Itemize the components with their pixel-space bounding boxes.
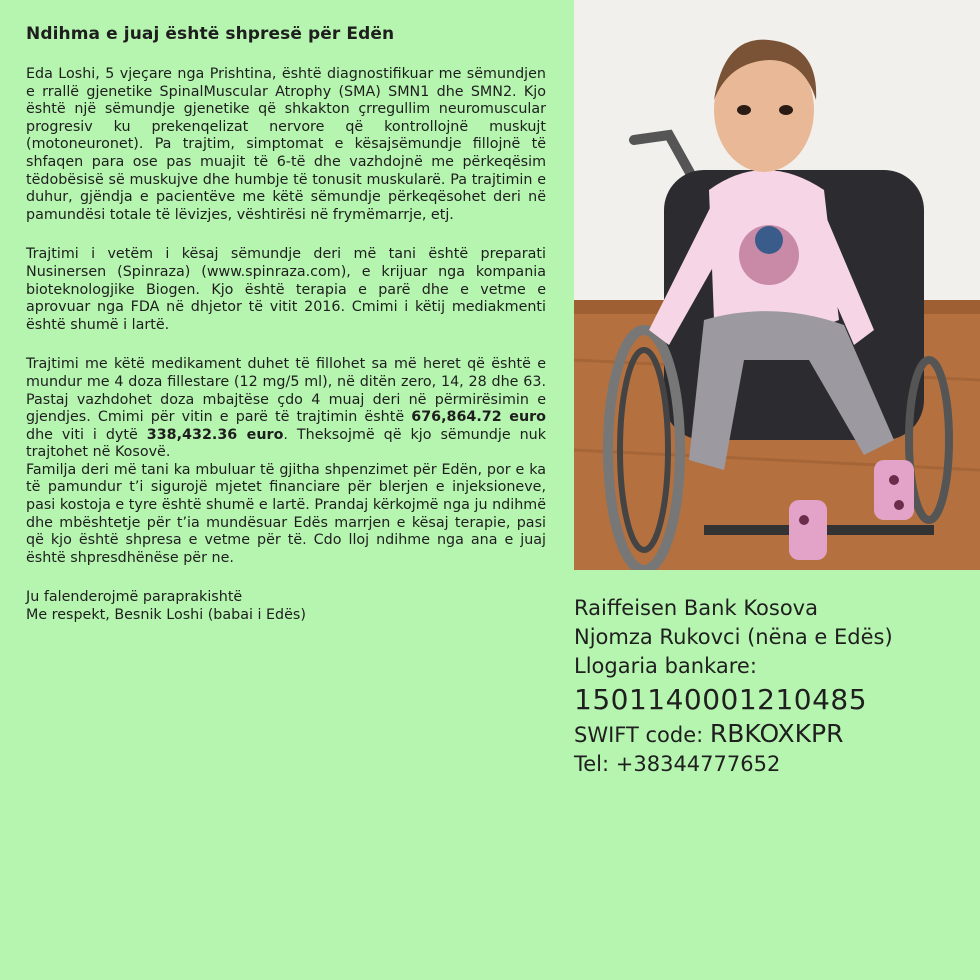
phone-number: Tel: +38344777652 <box>574 752 781 776</box>
account-number: 1501140001210485 <box>574 683 868 716</box>
closing-thanks: Ju falenderojmë paraprakishtë <box>26 589 243 606</box>
appeal-text <box>26 24 546 625</box>
closing-signature: Me respekt, Besnik Loshi (babai i Edës) <box>26 607 306 624</box>
child-photo <box>574 0 980 570</box>
paragraph-cost <box>26 356 546 462</box>
price-first-year: 676,864.72 euro <box>411 409 546 426</box>
account-label: Llogaria bankare: <box>574 654 757 678</box>
swift-label: SWIFT code: <box>574 723 710 747</box>
paragraph-diagnosis: Eda Loshi, 5 vjeçare nga Prishtina, është diagnostifikuar me sëmundjen e rrallë gjenetike SpinalMuscular Atrophy (SMA) SMN1 dhe SMN2. Kjo është një sëmundje gjenetike që shkakton çrregullim neuromuscular progresiv ku prekenqelizat nervore që kontrollojnë muskujt (motoneuronet). Pa trajtim, simptomat e kësajsëmundje fillojnë të shfaqen para ose pas muajit të 6-të dhe vazhdojnë me përkeqësim tëdobësisë së muskujve dhe humbje të tonusit muskularë. Pa trajtimin e duhur, gjëndja e pacientëve me këtë sëmundje përkeqësohet deri në pamundësi totale të lëvizjes, vështirësi në frymëmarrje, etj. <box>26 66 546 223</box>
cost-text-b: dhe viti i dytë <box>26 426 147 443</box>
swift-code: RBKOXKPR <box>709 719 844 748</box>
closing <box>26 589 546 624</box>
price-second-year: 338,432.36 euro <box>146 426 284 443</box>
account-holder: Njomza Rukovci (nëna e Edës) <box>574 625 893 649</box>
paragraph-treatment: Trajtimi i vetëm i kësaj sëmundje deri më tani është preparati Nusinersen (Spinraza) (www.spinraza.com), e krijuar nga kompania bioteknologjike Biogen. Kjo është terapia e parë dhe e vetme e aprovuar nga FDA në dhjetor të vitit 2016. Cmimi i këtij mediakmenti është shumë i lartë. <box>26 246 546 333</box>
cost-text-a: Trajtimi me këtë medikament duhet të fillohet sa më heret që është e mundur me 4 doza fillestare (12 mg/5 ml), në ditën zero, 14, 28 dhe 63. Pastaj vazhdohet doza mbajtëse çdo 4 muaj deri në përmirësimin e gjendjes. Cmimi për vitin e parë të trajtimin është <box>26 356 546 426</box>
child-in-wheelchair-image <box>574 0 980 570</box>
bank-name: Raiffeisen Bank Kosova <box>574 596 818 620</box>
paragraph-request: Familja deri më tani ka mbuluar të gjitha shpenzimet për Edën, por e ka të pamundur t’i sigurojë mjetet financiare për blerjen e injeksioneve, pasi kostoja e tyre është shumë e lartë. Prandaj kërkojmë nga ju ndihmë dhe mbështetje për t’ia mundësuar Edës marrjen e kësaj terapie, pasi që kjo është shpresa e vetme për të. Cdo lloj ndihme nga ana e juaj është shpresdhënëse për ne. <box>26 461 546 566</box>
page-title: Ndihma e juaj është shpresë për Edën <box>26 24 395 44</box>
cost-text-c: . Theksojmë që kjo sëmundje nuk trajtohet në Kosovë. <box>26 426 547 461</box>
swift-line <box>574 719 974 750</box>
bank-details <box>574 594 974 779</box>
